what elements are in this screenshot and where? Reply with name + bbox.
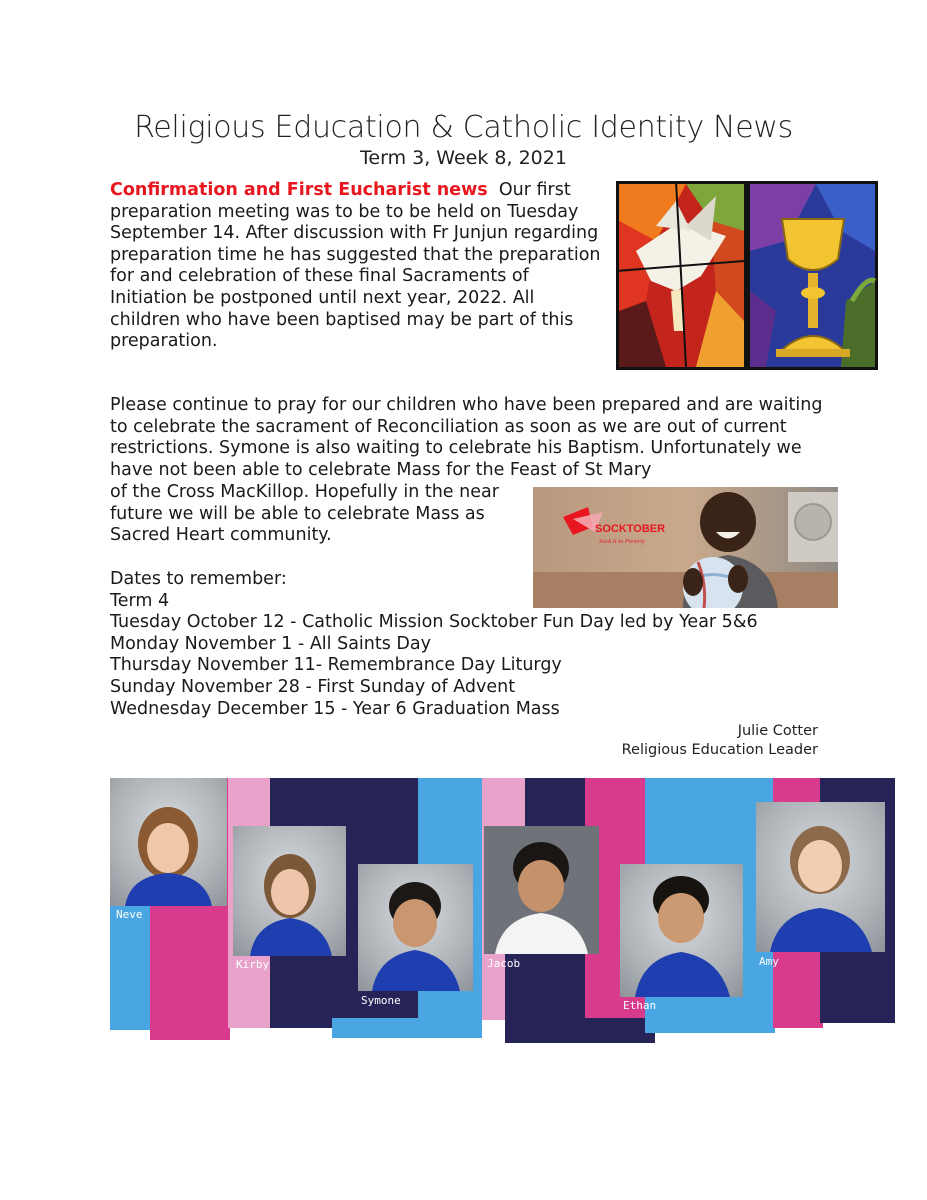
dates-term: Term 4	[110, 590, 170, 611]
confirmation-paragraph	[110, 180, 610, 353]
student-photo-collage	[110, 778, 895, 1043]
student-name-label: Kirby	[236, 958, 270, 971]
socktober-brand: SOCKTOBER	[595, 523, 666, 535]
dates-section	[110, 569, 830, 720]
student-name-label: Symone	[361, 994, 401, 1007]
student-photo	[756, 802, 885, 968]
student-name-label: Neve	[116, 908, 143, 921]
dates-heading: Dates to remember:	[110, 569, 287, 589]
student-photo	[484, 826, 599, 970]
date-item: Wednesday December 15 - Year 6 Graduation Mass	[110, 698, 560, 719]
confirmation-heading: Confirmation and First Eucharist news	[110, 180, 488, 200]
student-photo	[233, 826, 346, 971]
prayer-paragraph-continued: of the Cross MacKillop. Hopefully in the near future we will be able to celebrate Mass as Sacred Heart community.	[110, 482, 499, 546]
date-item: Sunday November 28 - First Sunday of Advent	[110, 676, 516, 697]
signature-role: Religious Education Leader	[621, 742, 818, 758]
date-item: Monday November 1 - All Saints Day	[110, 633, 431, 654]
student-name-label: Amy	[759, 955, 779, 968]
student-photo	[358, 864, 473, 1007]
student-photo	[110, 778, 227, 921]
student-photo	[620, 864, 743, 1012]
student-name-label: Ethan	[623, 999, 657, 1012]
prayer-paragraph: Please continue to pray for our children who have been prepared and are waiting to celebrate the sacrament of Reconciliation as soon as we are out of current restrictions. Symone is also waiting to celebrate his Baptism. Unfortunately we have not been able to celebrate Mass for the Feast of St Mary	[110, 395, 823, 480]
socktober-tagline: Sock it to Poverty	[599, 538, 646, 545]
sacraments-stained-glass-image	[616, 181, 878, 370]
signature-name: Julie Cotter	[737, 723, 818, 739]
date-item: Tuesday October 12 - Catholic Mission Socktober Fun Day led by Year 5&6	[110, 612, 758, 633]
page-title: Religious Education & Catholic Identity News	[134, 110, 793, 145]
date-item: Thursday November 11- Remembrance Day Liturgy	[110, 655, 562, 676]
confirmation-text: Our first preparation meeting was to be to be held on Tuesday September 14. After discussion with Fr Junjun regarding preparation time he has suggested that the preparation for and celebration of these final Sacraments of Initiation be postponed until next year, 2022. All children who have been baptised may be part of this preparation.	[110, 180, 601, 352]
student-name-label: Jacob	[487, 957, 521, 970]
signature	[622, 722, 818, 760]
page-subtitle: Term 3, Week 8, 2021	[360, 147, 567, 169]
